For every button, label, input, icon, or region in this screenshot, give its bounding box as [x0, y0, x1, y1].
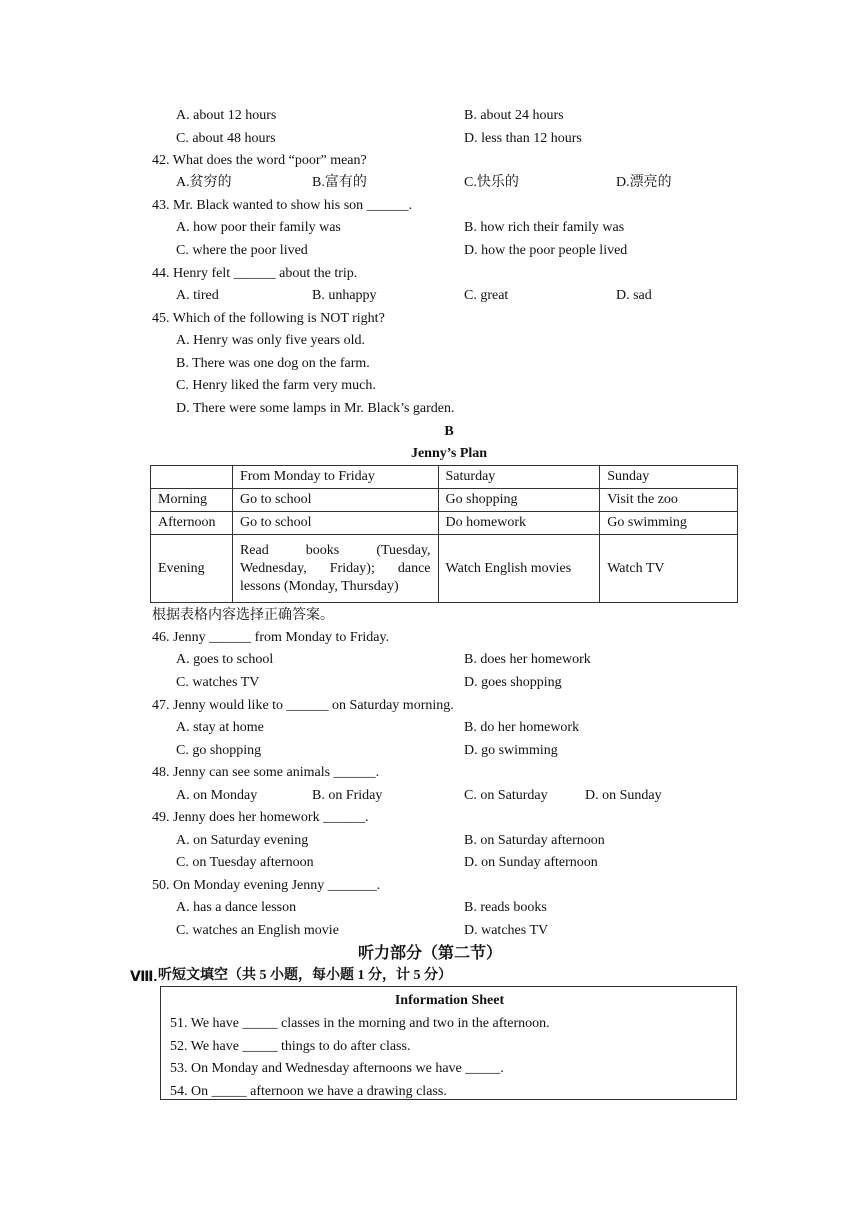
- table-header-row: [151, 466, 738, 489]
- table-cell: Watch English movies: [438, 535, 600, 603]
- q42-option-c: C.快乐的: [464, 175, 519, 190]
- q48-option-d: D. on Sunday: [585, 788, 662, 803]
- q41-option-a: A. about 12 hours: [176, 108, 277, 123]
- q50-option-c: C. watches an English movie: [176, 923, 339, 938]
- sheet-line: 52. We have _____ things to do after class.: [170, 1039, 411, 1054]
- q50-stem: 50. On Monday evening Jenny _______.: [152, 878, 381, 893]
- table-cell: Watch TV: [600, 535, 738, 603]
- plan-table: [150, 465, 738, 603]
- table-header-cell: Sunday: [600, 466, 738, 489]
- q45-option-c: C. Henry liked the farm very much.: [176, 378, 376, 393]
- section-b-letter: B: [444, 424, 454, 439]
- q48-option-a: A. on Monday: [176, 788, 258, 803]
- q50-option-d: D. watches TV: [464, 923, 549, 938]
- q50-option-b: B. reads books: [464, 900, 547, 915]
- q46-option-b: B. does her homework: [464, 652, 591, 667]
- q43-stem: 43. Mr. Black wanted to show his son ______.: [152, 198, 413, 213]
- q41-option-d: D. less than 12 hours: [464, 131, 582, 146]
- table-row: [151, 535, 738, 603]
- q44-option-c: C. great: [464, 288, 509, 303]
- q45-option-b: B. There was one dog on the farm.: [176, 356, 370, 371]
- table-cell: Go swimming: [600, 512, 738, 535]
- q44-option-d: D. sad: [616, 288, 652, 303]
- sheet-line: 53. On Monday and Wednesday afternoons we have _____.: [170, 1061, 504, 1076]
- table-cell: Evening: [151, 535, 233, 603]
- q41-option-b: B. about 24 hours: [464, 108, 564, 123]
- q43-option-c: C. where the poor lived: [176, 243, 308, 258]
- q47-option-c: C. go shopping: [176, 743, 262, 758]
- table-row: [151, 512, 738, 535]
- information-sheet: [160, 986, 737, 1100]
- q49-option-b: B. on Saturday afternoon: [464, 833, 605, 848]
- table-header-cell: From Monday to Friday: [232, 466, 438, 489]
- table-cell: Go shopping: [438, 489, 600, 512]
- sheet-line: 54. On _____ afternoon we have a drawing class.: [170, 1084, 447, 1099]
- q46-option-d: D. goes shopping: [464, 675, 562, 690]
- plan-title: Jenny’s Plan: [410, 446, 488, 461]
- q45-option-d: D. There were some lamps in Mr. Black’s garden.: [176, 401, 455, 416]
- q49-option-d: D. on Sunday afternoon: [464, 855, 598, 870]
- q48-option-b: B. on Friday: [312, 788, 383, 803]
- q48-option-c: C. on Saturday: [464, 788, 548, 803]
- q47-option-a: A. stay at home: [176, 720, 264, 735]
- q42-stem: 42. What does the word “poor” mean?: [152, 153, 367, 168]
- table-cell: Go to school: [232, 489, 438, 512]
- q45-option-a: A. Henry was only five years old.: [176, 333, 365, 348]
- table-header-cell: [151, 466, 233, 489]
- section-8-numeral: Ⅷ.: [130, 968, 158, 984]
- information-sheet-title: Information Sheet: [394, 993, 505, 1008]
- q42-option-b: B.富有的: [312, 175, 367, 190]
- q45-stem: 45. Which of the following is NOT right?: [152, 311, 385, 326]
- q47-stem: 47. Jenny would like to ______ on Saturday morning.: [152, 698, 454, 713]
- q46-option-a: A. goes to school: [176, 652, 274, 667]
- q44-option-a: A. tired: [176, 288, 219, 303]
- q49-stem: 49. Jenny does her homework ______.: [152, 810, 369, 825]
- q49-option-c: C. on Tuesday afternoon: [176, 855, 314, 870]
- q44-option-b: B. unhappy: [312, 288, 377, 303]
- q43-option-a: A. how poor their family was: [176, 220, 341, 235]
- q47-option-d: D. go swimming: [464, 743, 558, 758]
- q43-option-d: D. how the poor people lived: [464, 243, 628, 258]
- table-row: [151, 489, 738, 512]
- table-cell: Read books (Tuesday, Wednesday, Friday); dance lessons (Monday, Thursday): [232, 535, 438, 603]
- q47-option-b: B. do her homework: [464, 720, 580, 735]
- q46-option-c: C. watches TV: [176, 675, 260, 690]
- q46-stem: 46. Jenny ______ from Monday to Friday.: [152, 630, 390, 645]
- q42-option-a: A.贫穷的: [176, 175, 232, 190]
- q41-option-c: C. about 48 hours: [176, 131, 276, 146]
- q50-option-a: A. has a dance lesson: [176, 900, 297, 915]
- table-header-cell: Saturday: [438, 466, 600, 489]
- q49-option-a: A. on Saturday evening: [176, 833, 309, 848]
- table-cell: Afternoon: [151, 512, 233, 535]
- q48-stem: 48. Jenny can see some animals ______.: [152, 765, 380, 780]
- instruction-b: 根据表格内容选择正确答案。: [152, 608, 334, 623]
- q42-option-d: D.漂亮的: [616, 175, 672, 190]
- q43-option-b: B. how rich their family was: [464, 220, 625, 235]
- table-cell: Go to school: [232, 512, 438, 535]
- table-cell: Do homework: [438, 512, 600, 535]
- table-cell: Visit the zoo: [600, 489, 738, 512]
- listening-title: 听力部分（第二节）: [357, 945, 502, 962]
- table-cell: Morning: [151, 489, 233, 512]
- sheet-line: 51. We have _____ classes in the morning and two in the afternoon.: [170, 1016, 550, 1031]
- section-8-heading: 听短文填空（共 5 小题，每小题 1 分，计 5 分）: [158, 968, 452, 983]
- q44-stem: 44. Henry felt ______ about the trip.: [152, 266, 358, 281]
